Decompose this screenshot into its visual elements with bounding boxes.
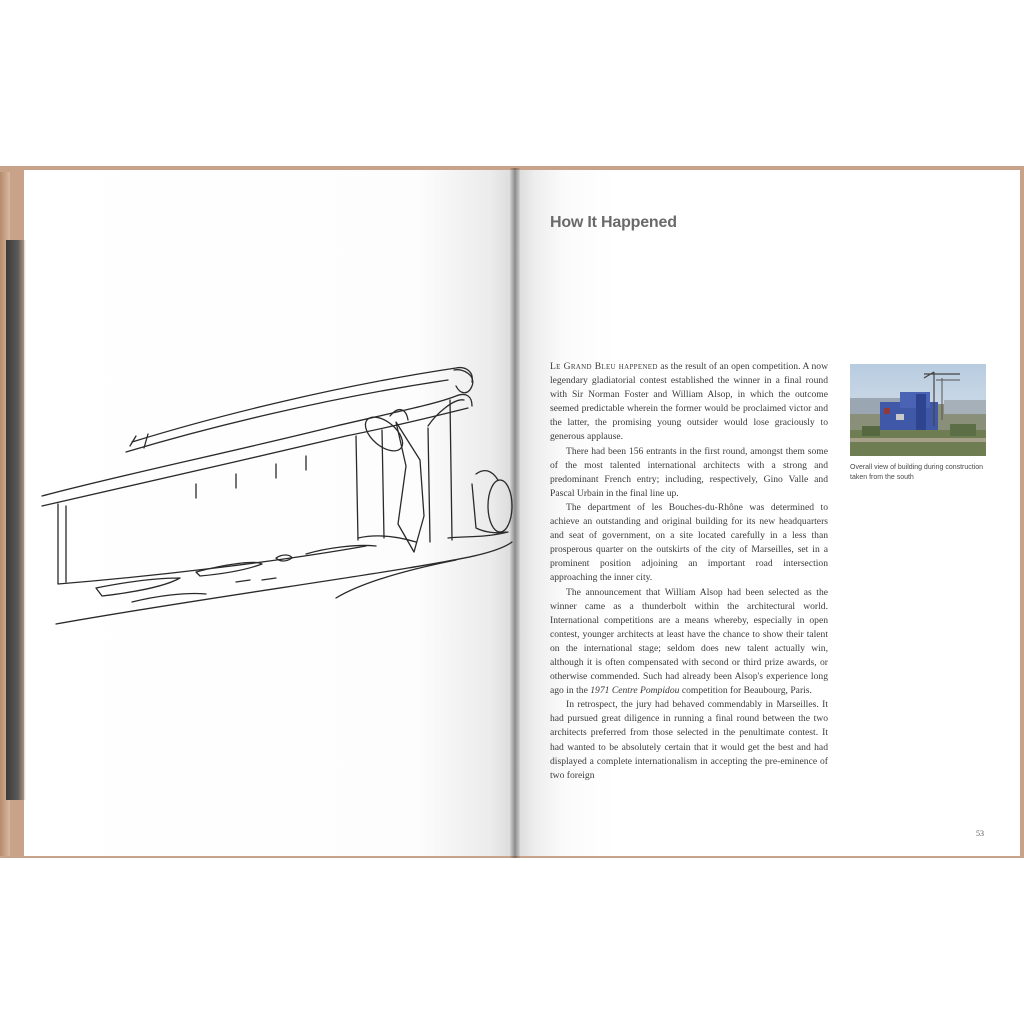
page-number: 53 <box>976 829 984 838</box>
photo-caption: Overall view of building during construction taken from the south <box>850 464 984 481</box>
lead-in: Le Grand Bleu happened <box>550 361 658 372</box>
page-heading: How It Happened <box>550 214 677 231</box>
paragraph-text: The announcement that William Alsop had been selected as the winner came as a thunderbolt within the architectural world. International competitions are a means whereby, especially in open contest, younger architects at least have the chance to show their talent on the international stage; seldom does new talent actually win, although it is often compensated with second or third prize awards, or otherwise commended. Such had already been Alsop's experience long ago in the <box>550 586 828 697</box>
paragraph-text: as the result of an open competition. A now legendary gladiatorial contest established the winner in a final round with Sir Norman Foster and William Alsop, in which the outcome seemed predictable wherein the former would be proclaimed victor and the latter, the promising young outsider would lose graciously to generous applause. <box>550 361 828 443</box>
architectural-sketch <box>36 356 516 632</box>
page-edge-shadow <box>6 240 26 800</box>
paragraph-3: The department of les Bouches-du-Rhône was determined to achieve an outstanding and original building for its new headquarters and seat of government, on a site located carefully in a less than prosperous quarter on the outskirts of the city of Marseilles, set in a prominent position adjoining an important road intersection approaching the inner city. <box>550 501 828 584</box>
paragraph-text: competition for Beaubourg, Paris. <box>679 685 812 697</box>
paragraph-4 <box>550 586 828 699</box>
paragraph-5: In retrospect, the jury had behaved commendably in Marseilles. It had pursued great diligence in running a final round between the two architects preferred from those selected in the penultimate contest. It had wanted to be absolutely certain that it would get the best and had displayed a complete internationalism in accepting the pre-eminence of two foreign <box>550 699 828 781</box>
article-body <box>550 360 828 783</box>
paragraph-1 <box>550 360 828 445</box>
construction-photo <box>850 364 986 456</box>
paragraph-2: There had been 156 entrants in the first round, amongst them some of the most talented international architects with a strong and predominant French entry; including, respectively, Gino Valle and Pascal Urbain in the final line up. <box>550 445 828 499</box>
italic-title: 1971 Centre Pompidou <box>590 685 680 697</box>
